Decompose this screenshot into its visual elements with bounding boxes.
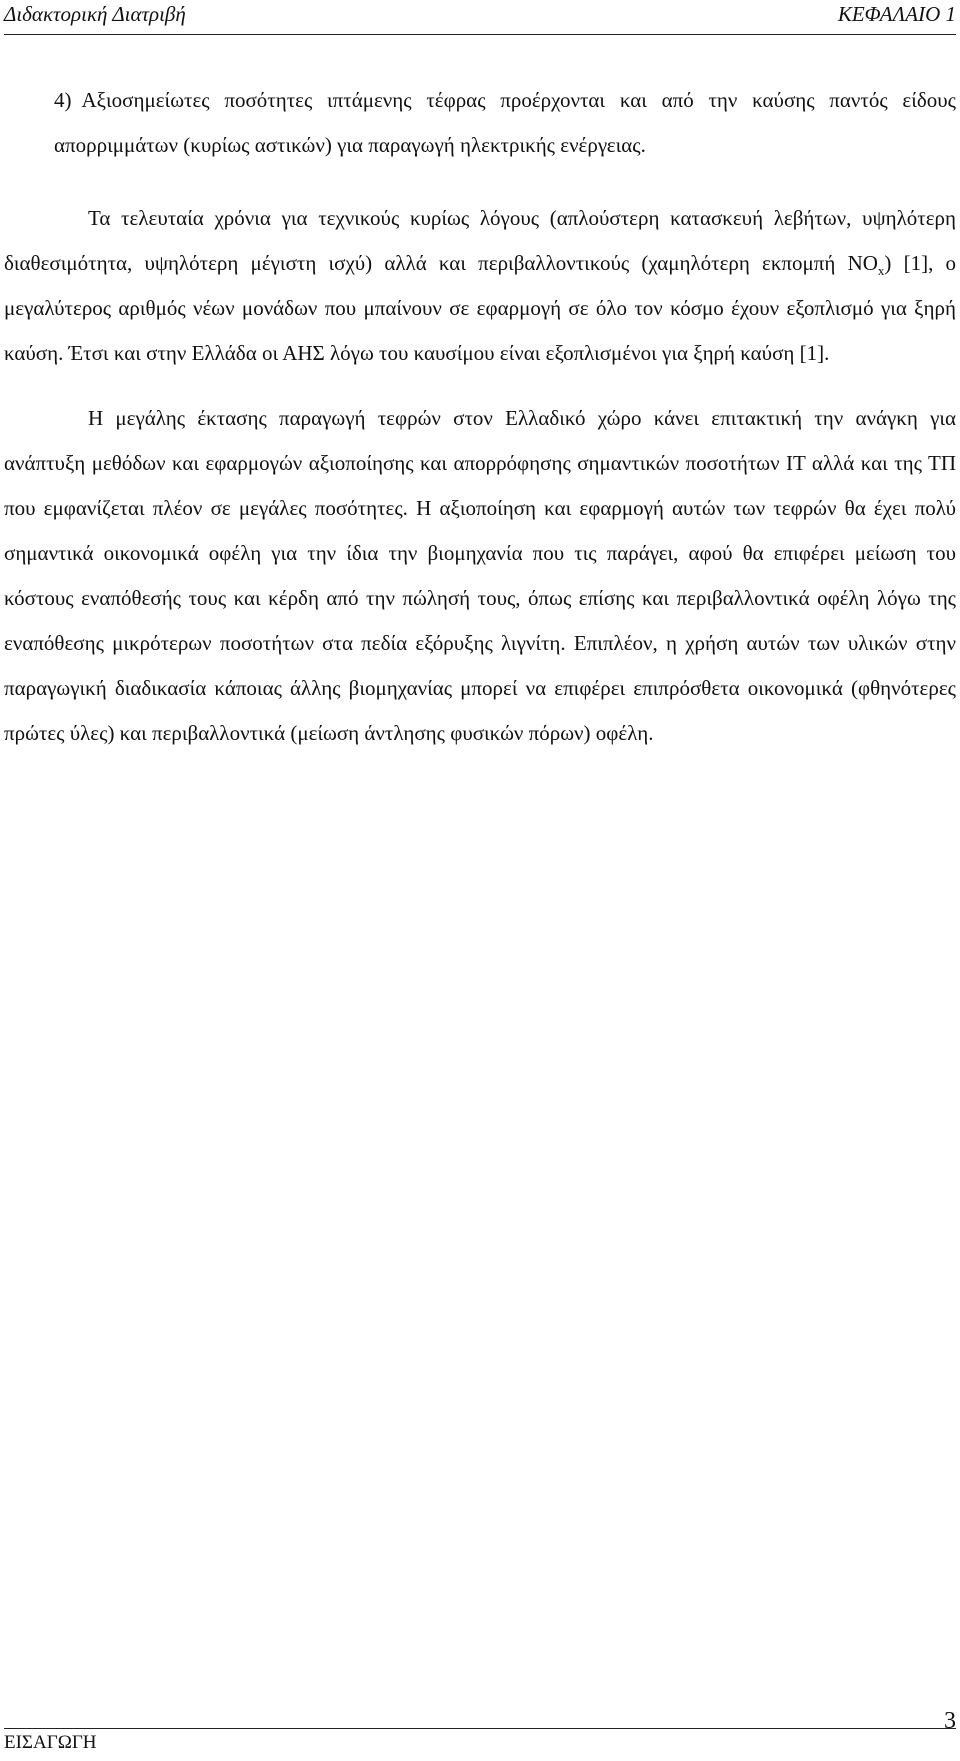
running-footer bbox=[4, 1728, 956, 1757]
paragraph-ash-utilization: Η μεγάλης έκτασης παραγωγή τεφρών στον Ελλαδικό χώρο κάνει επιτακτική την ανάγκη για ανάπτυξη μεθόδων και εφαρμογών αξιοποίησης και απορρόφησης σημαντικών ποσοτήτων ΙΤ αλλά και της ΤΠ που εμφανίζεται πλέον σε μεγάλες ποσότητες. Η αξιοποίηση και εφαρμογή αυτών των τεφρών θα έχει πολύ σημαντικά οικονομικά οφέλη για την ίδια την βιομηχανία που τις παράγει, αφού θα επιφέρει μείωση του κόστους εναπόθεσής τους και κέρδη από την πώλησή τους, όπως επίσης και περιβαλλοντικά οφέλη λόγω της εναπόθεσης μικρότερων ποσοτήτων στα πεδία εξόρυξης λιγνίτη. Επιπλέον, η χρήση αυτών των υλικών στην παραγωγική διαδικασία κάποιας άλλης βιομηχανίας μπορεί να επιφέρει επιπρόσθετα οικονομικά (φθηνότερες πρώτες ύλες) και περιβαλλοντικά (μείωση άντλησης φυσικών πόρων) οφέλη. bbox=[4, 406, 956, 745]
paragraph-2-text-b: ) [1], ο μεγαλύτερος αριθμός νέων μονάδων που μπαίνουν σε εφαρμογή σε όλο τον κόσμο έχουν εξοπλισμό για ξηρή καύση. Έτσι και στην Ελλάδα οι ΑΗΣ λόγω του καυσίμου είναι εξοπλισμένοι για ξηρή καύση [1]. bbox=[4, 251, 957, 365]
paragraph-dry-combustion bbox=[4, 196, 956, 376]
list-item-number: 4) bbox=[54, 88, 72, 112]
header-chapter: ΚΕΦΑΛΑΙΟ 1 bbox=[837, 2, 956, 26]
page-number: 3 bbox=[944, 1708, 956, 1734]
footer-section-title: ΕΙΣΑΓΩΓΗ bbox=[4, 1732, 97, 1753]
running-header bbox=[4, 0, 956, 35]
list-item-4 bbox=[4, 78, 956, 168]
header-document-type: Διδακτορική Διατριβή bbox=[4, 2, 186, 26]
paragraph-2-text-a: Τα τελευταία χρόνια για τεχνικούς κυρίως λόγους (απλούστερη κατασκευή λεβήτων, υψηλότερη διαθεσιμότητα, υψηλότερη μέγιστη ισχύ) αλλά και περιβαλλοντικούς (χαμηλότερη εκπομπή NO bbox=[4, 206, 956, 275]
list-item-text: Αξιοσημείωτες ποσότητες ιπτάμενης τέφρας προέρχονται και από την καύσης παντός είδους απορριμμάτων (κυρίως αστικών) για παραγωγή ηλεκτρικής ενέργειας. bbox=[54, 88, 956, 157]
page-body bbox=[4, 78, 956, 756]
nox-subscript: x bbox=[877, 263, 885, 279]
